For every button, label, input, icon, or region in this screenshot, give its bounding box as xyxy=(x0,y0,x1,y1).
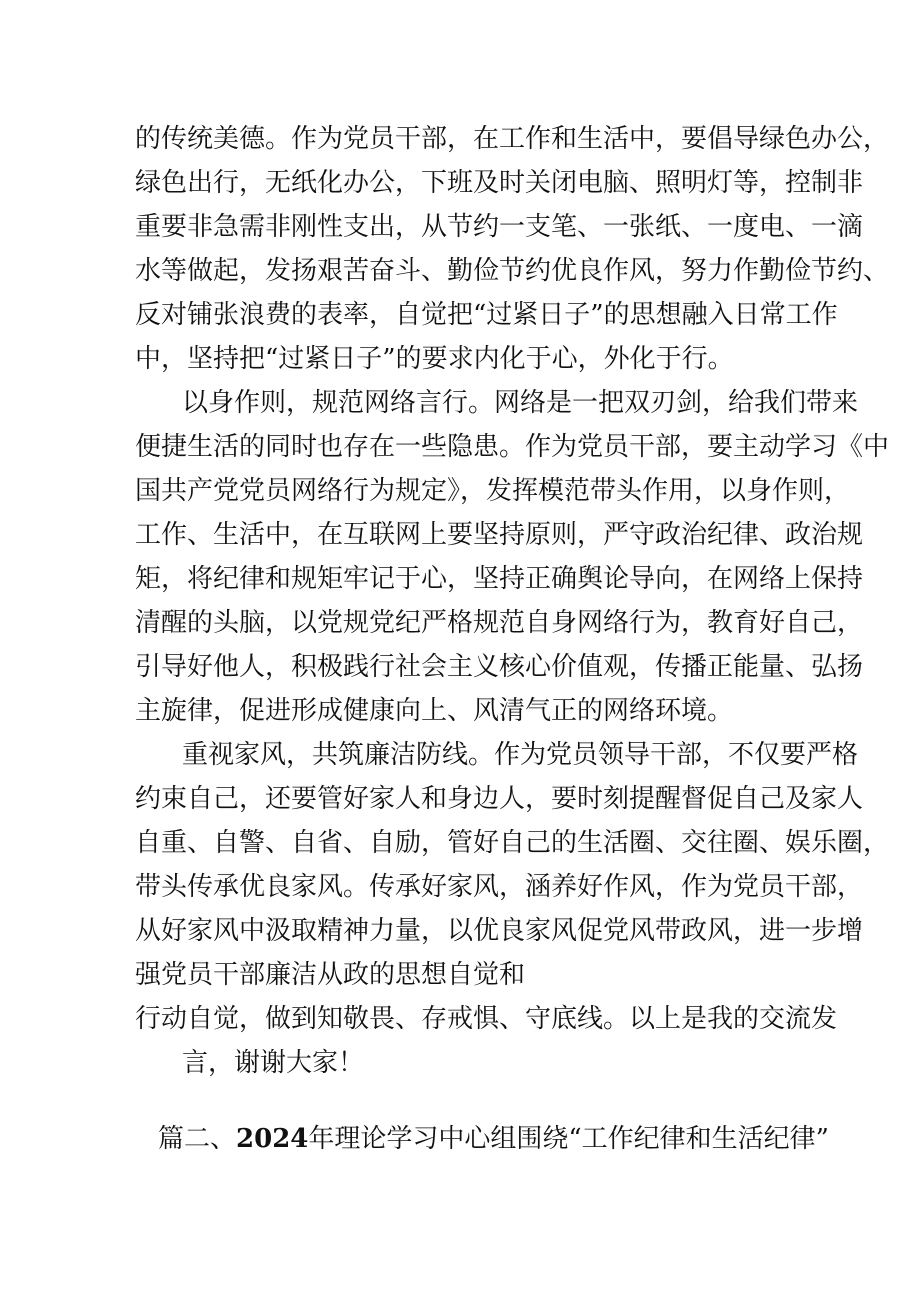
text-line: 强党员干部廉洁从政的思想自觉和 xyxy=(135,960,526,990)
text-line: 约束自己，还要管好家人和身边人，要时刻提醒督促自己及家人 xyxy=(135,784,864,814)
heading-prefix: 篇二、 xyxy=(158,1124,237,1154)
closing-line: 言，谢谢大家！ xyxy=(182,1048,365,1078)
text-line: 矩，将纪律和规矩牢记于心，坚持正确舆论导向，在网络上保持 xyxy=(135,564,864,594)
text-line: 引导好他人，积极践行社会主义核心价值观，传播正能量、弘扬 xyxy=(135,652,864,682)
text-line: 自重、自警、自省、自励，管好自己的生活圈、交往圈、娱乐圈， xyxy=(135,828,890,858)
text-line: 国共产党党员网络行为规定》，发挥模范带头作用，以身作则， xyxy=(135,476,851,506)
text-line: 便捷生活的同时也存在一些隐患。作为党员干部，要主动学习《中 xyxy=(135,432,890,462)
section-heading xyxy=(158,1122,829,1156)
text-line: 中，坚持把“过紧日子”的要求内化于心，外化于行。 xyxy=(135,344,734,374)
text-line: 的传统美德。作为党员干部，在工作和生活中，要倡导绿色办公， xyxy=(135,124,890,154)
text-line: 绿色出行，无纸化办公，下班及时关闭电脑、照明灯等，控制非 xyxy=(135,168,864,198)
text-line: 工作、生活中，在互联网上要坚持原则，严守政治纪律、政治规 xyxy=(135,520,864,550)
heading-title: 年理论学习中心组围绕“工作纪律和生活纪律” xyxy=(308,1124,829,1154)
text-line: 主旋律，促进形成健康向上、风清气正的网络环境。 xyxy=(135,696,734,726)
text-line: 清醒的头脑，以党规党纪严格规范自身网络行为，教育好自己， xyxy=(135,608,864,638)
text-line: 从好家风中汲取精神力量，以优良家风促党风带政风，进一步增 xyxy=(135,916,864,946)
text-line: 带头传承优良家风。传承好家风，涵养好作风，作为党员干部， xyxy=(135,872,864,902)
paragraph-start-line: 以身作则，规范网络言行。网络是一把双刃剑，给我们带来 xyxy=(182,388,859,418)
text-line: 反对铺张浪费的表率，自觉把“过紧日子”的思想融入日常工作 xyxy=(135,300,838,330)
paragraph-start-line: 重视家风，共筑廉洁防线。作为党员领导干部，不仅要严格 xyxy=(182,740,859,770)
text-line: 行动自觉，做到知敬畏、存戒惧、守底线。以上是我的交流发 xyxy=(135,1004,838,1034)
text-line: 重要非急需非刚性支出，从节约一支笔、一张纸、一度电、一滴 xyxy=(135,212,864,242)
heading-year: 2024 xyxy=(236,1124,309,1154)
text-line: 水等做起，发扬艰苦奋斗、勤俭节约优良作风，努力作勤俭节约、 xyxy=(135,256,890,286)
